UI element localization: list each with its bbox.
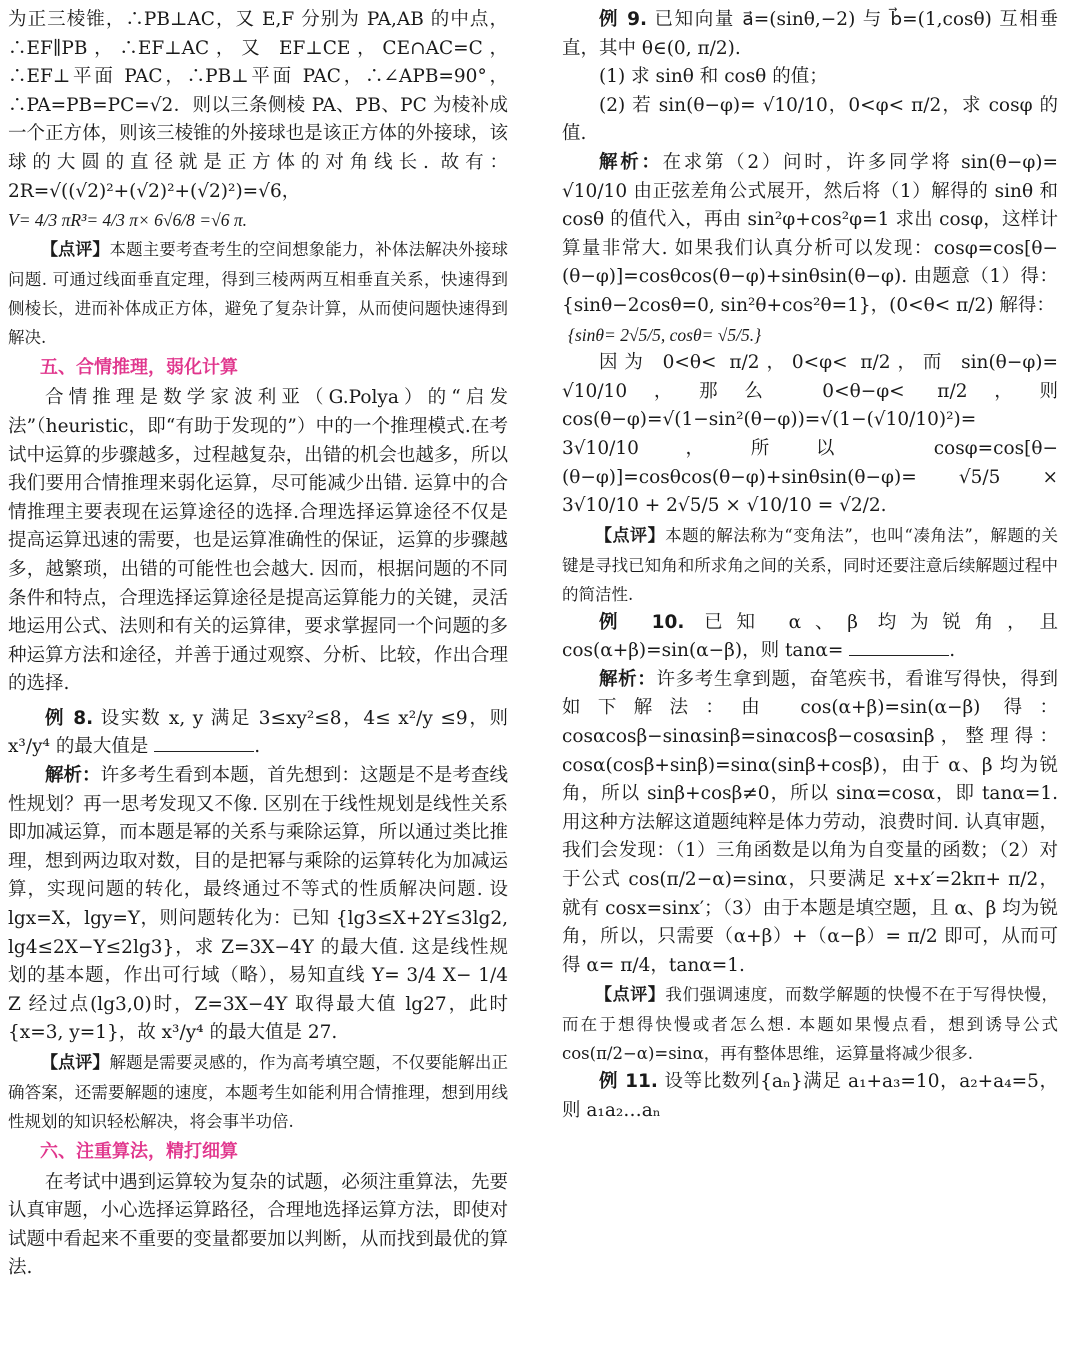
right-column [562,6,1058,1126]
paragraph-algorithm: 在考试中遇到运算较为复杂的试题，必须注重算法，先要认真审题，小心选择运算路径，合理地选择运算方法，即使对试题中看起来不重要的变量都要加以判断，从而找到最优的算法. [8,1171,508,1279]
example-text: 已知 α、β 均为锐角，且 cos(α+β)=sin(α−β)，则 tanα= [562,611,1058,662]
example-9-question-1: (1) 求 sinθ 和 cosθ 的值； [599,66,828,88]
example-10: 例 10. 已知 α、β 均为锐角，且 cos(α+β)=sin(α−β)，则 tanα= . [562,611,1058,662]
answer-blank [154,737,254,752]
analysis-label: 解析： [599,668,657,690]
paragraph-solution-continued: 为正三棱锥，∴PB⊥AC，又 E,F 分别为 PA,AB 的中点，∴EF∥PB，∴EF⊥AC，又 EF⊥CE，CE∩AC=C，∴EF⊥平面 PAC，∴PB⊥平面 PAC，∴∠APB=90°，∴PA=PB=PC=√2．则以三条侧棱 PA、PB、PC 为棱补成一个正方体，则该三棱锥的外接球也是该正方体的外接球，该球的大圆的直径就是正方体的对角线长. 故有：2R=√((√2)²+(√2)²+(√2)²)=√6， [8,9,508,202]
comment-label: 【点评】 [41,239,110,260]
comment-text: 本题主要考查考生的空间想象能力，补体法解决外接球问题. 可通过线面垂直定理，得到三棱两两互相垂直关系，快速得到侧棱长，进而补体成正方体，避免了复杂计算，从而使问题快速得到解决. [8,239,509,347]
analysis-10 [562,666,1058,981]
analysis-9-part-1 [562,149,1058,321]
example-text: 已知向量 a⃗=(sinθ,−2) 与 b⃗=(1,cosθ) 互相垂直，其中 θ∈(0, π/2). [562,9,1058,59]
comment-label: 【点评】 [595,985,666,1006]
comment-4 [562,980,1058,1068]
analysis-8 [8,762,508,1048]
comment-2 [8,1048,508,1136]
example-label: 例 11. [599,1071,658,1093]
example-8: 例 8. 设实数 x, y 满足 3≤xy²≤8，4≤ x²/y ≤9，则 x³/y⁴ 的最大值是 . [8,707,509,758]
left-column [8,6,508,1283]
volume-formula: V= 4/3 πR³= 4/3 π× 6√6/8 =√6 π. [8,210,247,231]
example-text: 设实数 x, y 满足 3≤xy²≤8，4≤ x²/y ≤9，则 x³/y⁴ 的最大值是 [8,707,509,758]
analysis-label: 解析： [599,151,663,173]
solution-system: {sinθ= 2√5/5, cosθ= √5/5.} [568,324,762,345]
example-9 [562,6,1058,63]
comment-3 [562,521,1058,609]
example-11 [562,1068,1058,1125]
example-9-question-2: (2) 若 sin(θ−φ)= √10/10，0<φ< π/2，求 cosφ 的值. [562,94,1058,145]
analysis-text: 许多考生拿到题，奋笔疾书，看谁写得快，得到如下解法：由 cos(α+β)=sin(α−β) 得：cosαcosβ−sinαsinβ=sinαcosβ−cosαsinβ，整理得：cosα(cosβ+sinβ)=sinα(sinβ+cosβ)，由于 α、β 均为锐角，所以 sinβ+cosβ≠0，所以 sinα=cosα，即 tanα=1. 用这种方法解这道题纯粹是体力劳动，浪费时间. 认真审题，我们会发现：（1）三角函数是以角为自变量的函数；（2）对于公式 cos(π/2−α)=sinα，只要满足 x+x′=2kπ+ π/2，就有 cosx=sinx′；（3）由于本题是填空题，且 α、β 均为锐角，所以，只需要（α+β）+（α−β）= π/2 即可，从而可得 α= π/4，tanα=1. [562,668,1058,976]
answer-blank [849,641,949,656]
section-heading-5: 五、合情推理，弱化计算 [40,356,238,378]
comment-text: 本题的解法称为“变角法”，也叫“凑角法”，解题的关键是寻找已知角和所求角之间的关系，同时还要注意后续解题过程中的简洁性. [562,525,1058,604]
comment-text: 我们强调速度，而数学解题的快慢不在于写得快慢，而在于想得快慢或者怎么想. 本题如果慢点看，想到诱导公式 cos(π/2−α)=sinα，再有整体思维，运算量将减少很多. [562,985,1059,1064]
example-label: 例 8. [45,707,94,729]
section-heading-6: 六、注重算法，精打细算 [40,1141,238,1162]
comment-label: 【点评】 [41,1053,110,1073]
paragraph-reasoning: 合情推理是数学家波利亚（G.Polya）的“启发法”（heuristic，即“有助于发现的”）中的一个推理模式.在考试中运算的步骤越多，过程越复杂，出错的机会也越多，所以我们要用合情推理来弱化运算，尽可能减少出错. 运算中的合情推理主要表现在运算途径的选择.合理选择运算途径不仅是提高运算迅速的需要，也是运算准确性的保证，运算的步骤越多，越繁琐，出错的可能性也会越大. 因而，根据问题的不同条件和特点，合理选择运算途径是提高运算能力的关键，灵活地运用公式、法则和有关的运算律，要求掌握同一个问题的多种运算方法和途径，并善于通过观察、分析、比较，作出合理的选择. [8,387,508,695]
comment-1 [8,235,508,352]
analysis-text: 在求第（2）问时，许多同学将 sin(θ−φ)= √10/10 由正弦差角公式展开，然后将（1）解得的 sinθ 和 cosθ 的值代入，再由 sin²φ+cos²φ=1 求出 cosφ，这样计算量非常大. 如果我们认真分析可以发现：cosφ=cos[θ−(θ−φ)]=cosθcos(θ−φ)+sinθsin(θ−φ). 由题意（1）得：{sinθ−2cosθ=0, sin²θ+cos²θ=1}，(0<θ< π/2) 解得： [562,151,1058,316]
example-label: 例 10. [599,611,685,633]
analysis-label: 解析： [45,765,101,787]
comment-text: 解题是需要灵感的，作为高考填空题，不仅要能解出正确答案，还需要解题的速度，本题考生如能利用合情推理，想到用线性规划的知识轻松解决，将会事半功倍. [8,1053,509,1131]
analysis-9-part-2: 因为 0<θ< π/2，0<φ< π/2，而 sin(θ−φ)= √10/10，那么 0<θ−φ< π/2，则 cos(θ−φ)=√(1−sin²(θ−φ))=√(1−(√10/10)²)= 3√10/10，所以 cosφ=cos[θ−(θ−φ)]=cosθcos(θ−φ)+sinθsin(θ−φ)= √5/5 × 3√10/10 + 2√5/5 × √10/10 = √2/2. [562,352,1058,517]
comment-label: 【点评】 [595,525,666,546]
example-text: 设等比数列{aₙ}满足 a₁+a₃=10，a₂+a₄=5，则 a₁a₂…aₙ [562,1071,1058,1121]
example-label: 例 9. [599,9,648,30]
analysis-text: 许多考生看到本题，首先想到：这题是不是考查线性规划？再一思考发现又不像. 区别在于线性规划是线性关系即加减运算，而本题是幂的关系与乘除运算，所以通过类比推理，想到两边取对数，目的是把幂与乘除的运算转化为加减运算，实现问题的转化，最终通过不等式的性质解决问题. 设 lgx=X，lgy=Y，则问题转化为：已知 {lg3≤X+2Y≤3lg2, lg4≤2X−Y≤2lg3}，求 Z=3X−4Y 的最大值. 这是线性规划的基本题，作出可行域（略），易知直线 Y= 3/4 X− 1/4 Z 经过点(lg3,0)时，Z=3X−4Y 取得最大值 lg27，此时 {x=3, y=1}，故 x³/y⁴ 的最大值是 27. [8,765,508,1044]
